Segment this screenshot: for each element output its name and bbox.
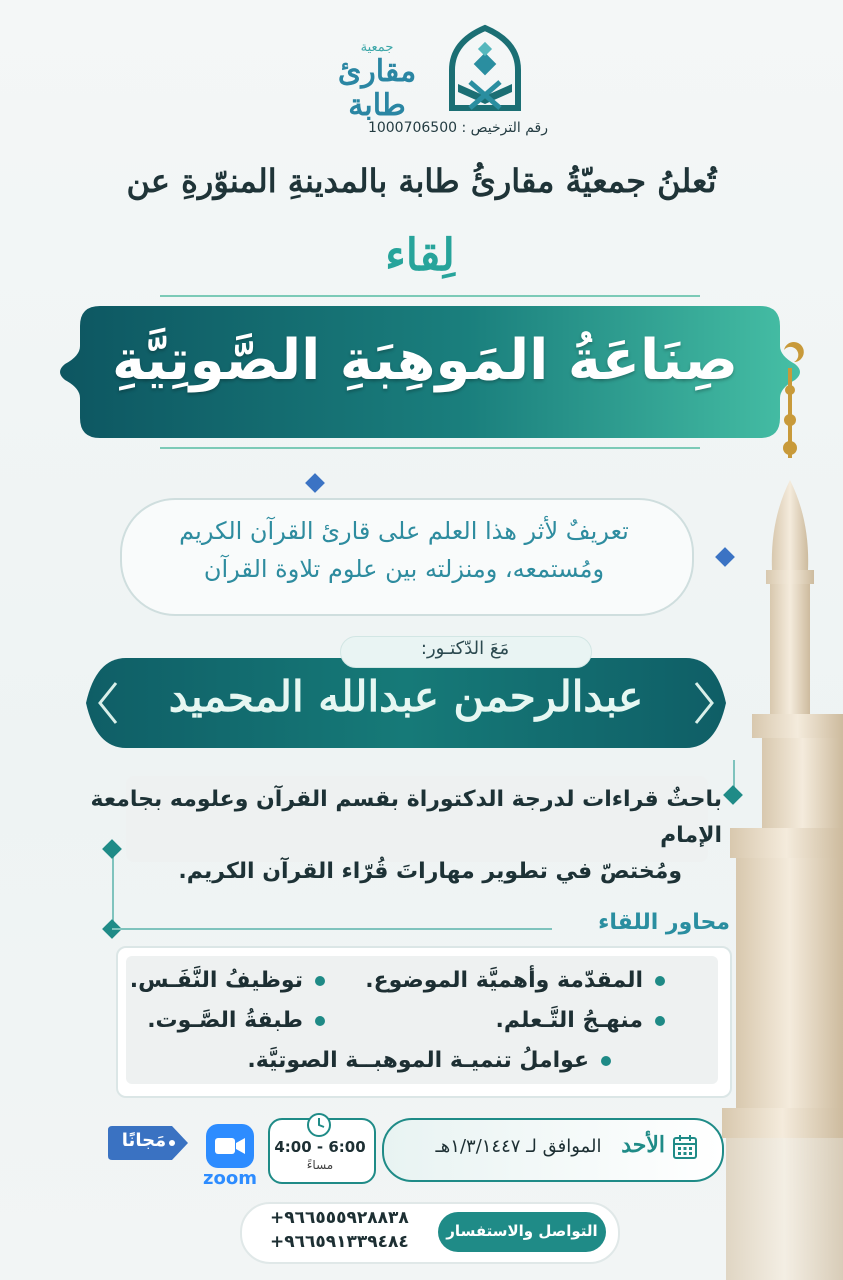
divider [112,848,114,928]
phone-number-1[interactable]: +٩٦٦٥٥٥٩٢٨٨٣٨ [270,1208,409,1228]
event-title: صِنَاعَةُ المَوهِبَةِ الصَّوتِيَّةِ [111,328,739,393]
bullet-icon [315,976,325,986]
speaker-name: عبدالرحمن عبدالله المحميد [168,672,644,721]
event-day: الأحد [621,1132,665,1158]
bullet-icon [655,1016,665,1026]
zoom-icon[interactable] [206,1124,254,1168]
minaret-illustration [722,330,843,1280]
list-item: منهـجُ التَّـعلم. [496,1008,665,1033]
description-line-1: تعريفٌ لأثر هذا العلم على قارئ القرآن الكريم [179,517,629,545]
license-number: رقم الترخيص : 1000706500 [367,120,548,136]
event-time: 4:00 - 6:00 [274,1138,366,1156]
clock-icon [306,1112,332,1138]
speaker-label: مَعَ الدّكتـور: [420,638,510,659]
org-name [318,40,436,123]
divider [112,928,552,930]
event-period: مساءً [306,1158,334,1172]
list-item: عواملُ تنميـة الموهبــة الصوتيَّة. [247,1048,611,1073]
event-type-label: لِقاء [385,230,455,281]
bullet-icon [655,976,665,986]
description-text [130,512,678,588]
phone-number-2[interactable]: +٩٦٦٥٩١٣٣٩٤٨٤ [270,1232,409,1252]
announcement-heading: تُعلنُ جمعيّةُ مقارئُ طابة بالمدينةِ المنوّرةِ عن [126,162,717,200]
diamond-icon [305,473,325,493]
description-line-2: ومُستمعه، ومنزلته بين علوم تلاوة القرآن [203,555,605,583]
price-label: مَجانًا [121,1130,167,1151]
list-item: طبقةُ الصَّـوت. [147,1008,325,1033]
list-item: المقدّمة وأهميَّة الموضوع. [365,968,665,993]
bio-text [80,782,722,890]
list-item: توظيفُ النَّفَـس. [130,968,325,993]
date-text [395,1132,665,1158]
topics-title: محاور اللقاء [598,910,730,935]
org-name-label: مقارئ طابة [337,54,417,123]
calendar-icon [672,1134,698,1160]
bullet-icon [315,1016,325,1026]
zoom-label: zoom [203,1168,257,1189]
org-small-label: جمعية [360,40,394,55]
bio-line-1: باحثٌ قراءات لدرجة الدكتوراة بقسم القرآن وعلومه بجامعة الإمام [90,787,722,848]
logo-emblem-icon [440,22,530,112]
contact-label: التواصل والاستفسار [446,1222,598,1240]
event-date: الموافق لـ ١/٣/١٤٤٧هـ [435,1136,602,1157]
bio-line-2: ومُختصّ في تطوير مهاراتَ قُرّاء القرآن الكريم. [178,859,682,884]
bullet-icon [601,1056,611,1066]
